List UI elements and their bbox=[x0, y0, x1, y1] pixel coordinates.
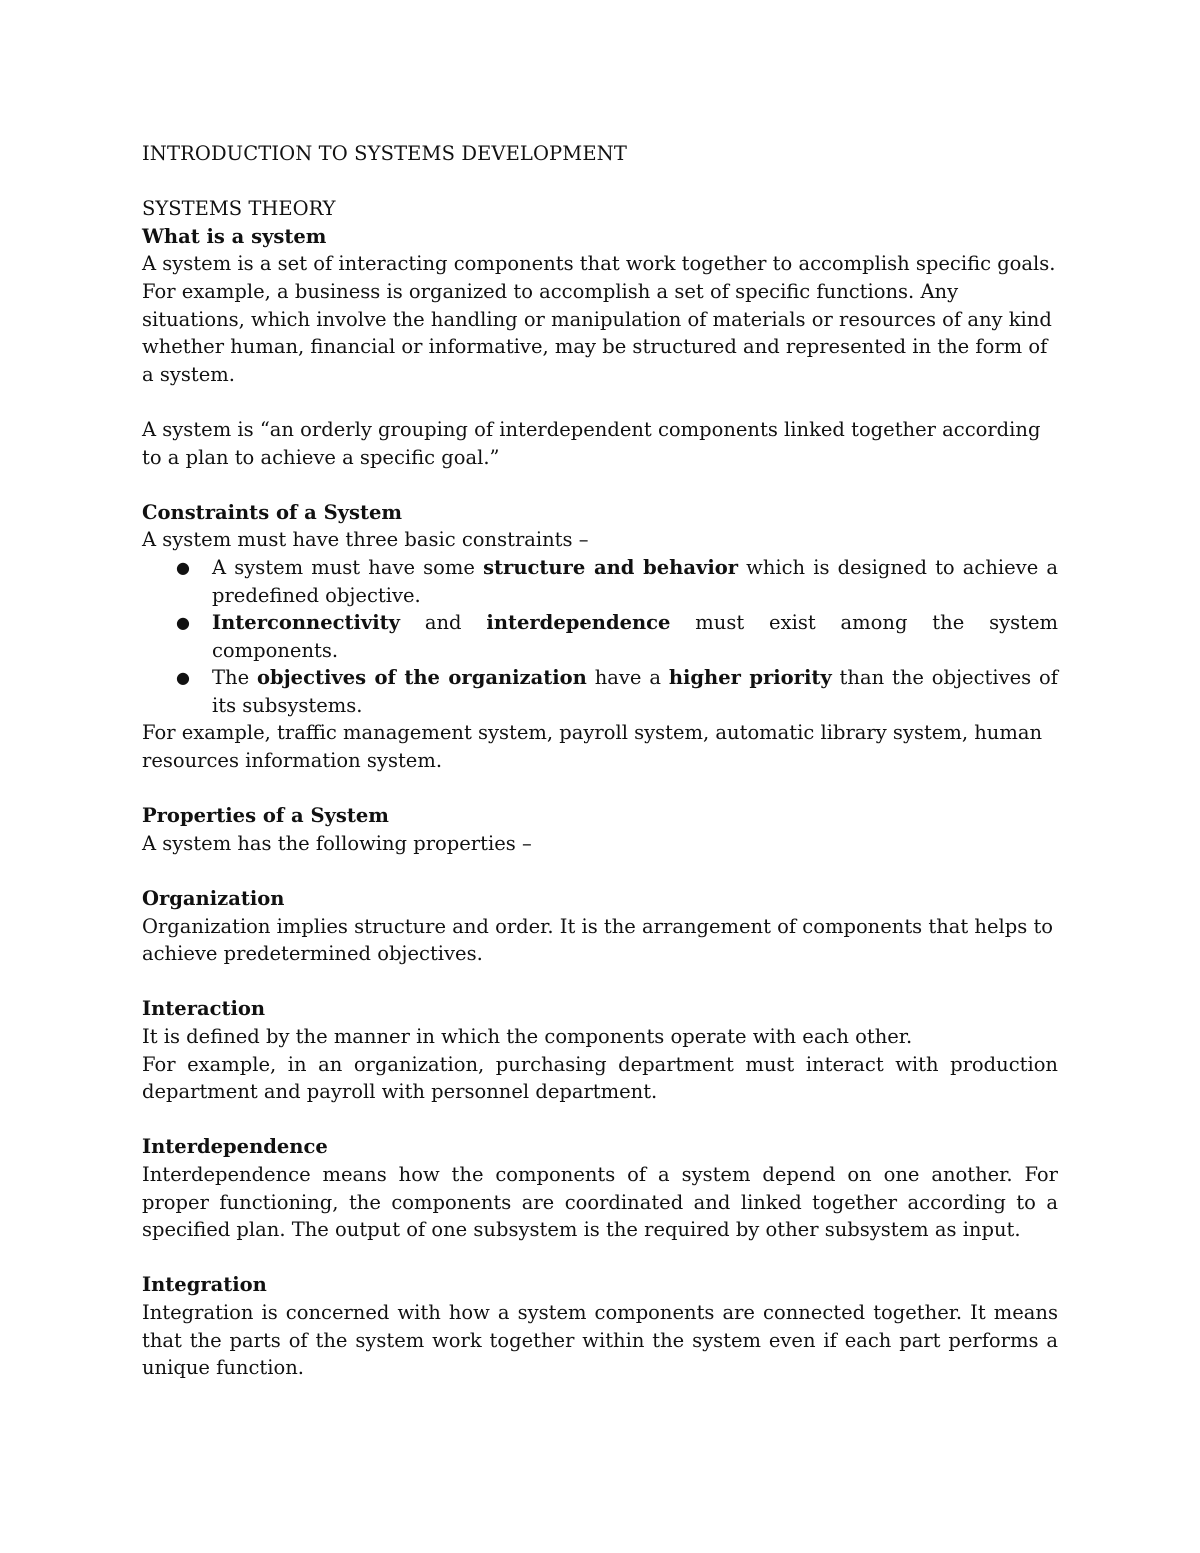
integration-heading: Integration bbox=[142, 1273, 267, 1297]
spacer bbox=[142, 968, 1058, 996]
organization-text: Organization implies structure and order. It is the arrangement of components that helps to achieve predetermined objectives. bbox=[142, 914, 1054, 966]
bullet-bold-text: structure and behavior bbox=[483, 555, 739, 579]
bullet-text: have a bbox=[586, 666, 669, 690]
bullet-icon: ● bbox=[176, 613, 190, 633]
bullet-icon: ● bbox=[176, 557, 190, 577]
interdependence-heading: Interdependence bbox=[142, 1135, 328, 1159]
spacer bbox=[142, 857, 1058, 885]
bullet-text: and bbox=[400, 611, 487, 635]
spacer bbox=[142, 388, 1058, 416]
interaction-text-1: It is defined by the manner in which the components operate with each other. bbox=[142, 1025, 913, 1048]
list-item bbox=[142, 664, 1058, 719]
organization-heading: Organization bbox=[142, 887, 285, 911]
list-item bbox=[142, 554, 1058, 609]
properties-heading: Properties of a System bbox=[142, 804, 389, 828]
bullet-text: must exist among the system components. bbox=[212, 611, 1058, 662]
interaction-heading: Interaction bbox=[142, 997, 266, 1021]
section-title: SYSTEMS THEORY bbox=[142, 197, 336, 221]
integration-text: Integration is concerned with how a system components are connected together. It means that the parts of the system work together within the system even if each part performs a unique function. bbox=[142, 1300, 1058, 1380]
what-is-heading: What is a system bbox=[142, 224, 327, 248]
interaction-text-2: For example, in an organization, purchasing department must interact with production department and payroll with personnel department. bbox=[142, 1052, 1058, 1104]
document-title: INTRODUCTION TO SYSTEMS DEVELOPMENT bbox=[142, 142, 627, 165]
interdependence-text: Interdependence means how the components of a system depend on one another. For proper functioning, the components are coordinated and linked together according to a specified plan. The output of one subsystem is the required by other subsystem as input. bbox=[142, 1162, 1058, 1242]
spacer bbox=[142, 168, 1058, 196]
what-is-paragraph-2: A system is “an orderly grouping of interdependent components linked together according to a plan to achieve a specific goal.” bbox=[142, 417, 1041, 469]
constraints-example: For example, traffic management system, payroll system, automatic library system, human resources information system. bbox=[142, 721, 1043, 773]
properties-intro: A system has the following properties – bbox=[142, 831, 532, 855]
spacer bbox=[142, 1244, 1058, 1272]
constraints-heading: Constraints of a System bbox=[142, 500, 403, 524]
bullet-icon: ● bbox=[176, 668, 190, 688]
spacer bbox=[142, 775, 1058, 803]
bullet-bold-text: Interconnectivity bbox=[212, 611, 400, 635]
bullet-text: A system must have some bbox=[212, 555, 484, 579]
bullet-text: The bbox=[212, 666, 257, 690]
bullet-bold-text: objectives of the organization bbox=[256, 666, 587, 690]
list-item bbox=[142, 609, 1058, 664]
document-page bbox=[142, 140, 1058, 1382]
bullet-bold-text: interdependence bbox=[486, 611, 671, 635]
constraints-intro: A system must have three basic constraints – bbox=[142, 528, 589, 552]
bullet-text: which is designed to achieve a predefined objective. bbox=[212, 555, 1058, 607]
spacer bbox=[142, 1106, 1058, 1134]
constraints-list bbox=[142, 554, 1058, 720]
what-is-paragraph-1: A system is a set of interacting components that work together to accomplish specific goals. For example, a business is organized to accomplish a set of specific functions. Any situations, which involve the handling or manipulation of materials or resources of any kind whether human, financial or informative, may be structured and represented in the form of a system. bbox=[142, 252, 1056, 386]
bullet-text: than the objectives of its subsystems. bbox=[212, 666, 1058, 717]
bullet-bold-text: higher priority bbox=[668, 666, 832, 690]
spacer bbox=[142, 471, 1058, 499]
